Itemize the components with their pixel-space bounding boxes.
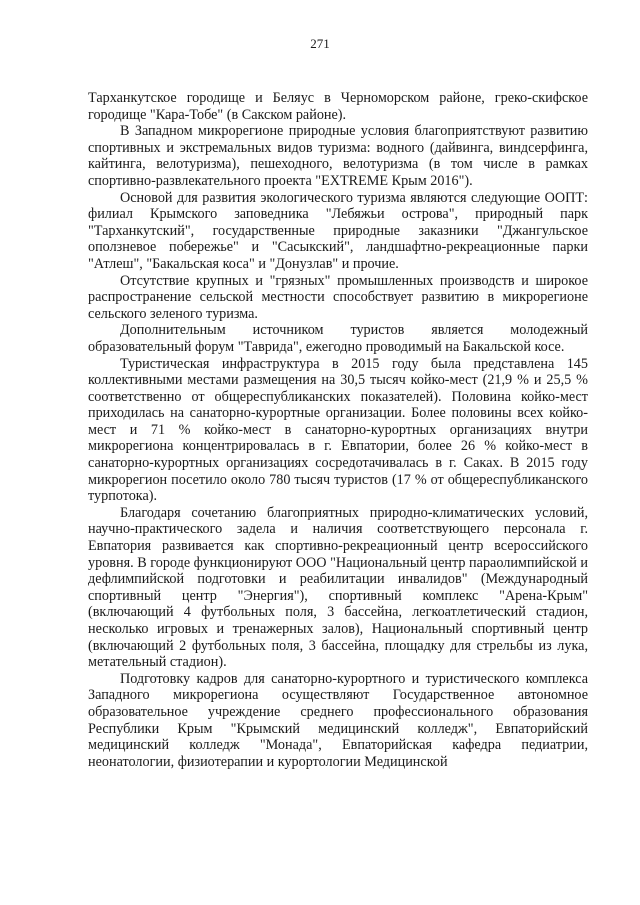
paragraph-8: Подготовку кадров для санаторно-курортного и туристического комплекса Западного микрорегиона осуществляют Государственное автономное образовательное учреждение среднего профессионального образования Республики Крым "Крымский медицинский колледж", Евпаторийский медицинский колледж "Монада", Евпаторийская кафедра педиатрии, неонатологии, физиотерапии и курортологии Медицинской bbox=[88, 670, 588, 770]
paragraph-6: Туристическая инфраструктура в 2015 году была представлена 145 коллективными местами размещения на 30,5 тысяч койко-мест (21,9 % и 25,5 % соответственно от общереспубликанских показателей). Половина койко-мест приходилась на санаторно-курортные организации. Более половины всех койко-мест и 71 % койко-мест в санаторно-курортных организациях внутри микрорегиона концентрировалась в г. Евпатории, более 26 % койко-мест в санаторно-курортных организациях сосредотачивалась в г. Саках. В 2015 году микрорегион посетило около 780 тысяч туристов (17 % от общереспубликанского турпотока). bbox=[88, 355, 588, 505]
paragraph-5: Дополнительным источником туристов является молодежный образовательный форум "Таврида", ежегодно проводимый на Бакальской косе. bbox=[88, 322, 588, 355]
page-number: 271 bbox=[310, 36, 330, 51]
paragraph-4: Отсутствие крупных и "грязных" промышленных производств и широкое распространение сельской местности способствует развитию в микрорегионе сельского зеленого туризма. bbox=[88, 272, 588, 322]
paragraph-7: Благодаря сочетанию благоприятных природно-климатических условий, научно-практического задела и наличия соответствующего персонала г. Евпатория развивается как спортивно-рекреационный центр всероссийского уровня. В городе функционируют ООО "Национальный центр параолимпийской и дефлимпийской подготовки и реабилитации инвалидов" (Международный спортивный центр "Энергия"), спортивный комплекс "Арена-Крым" (включающий 4 футбольных поля, 3 бассейна, легкоатлетический стадион, несколько игровых и тренажерных залов), Национальный спортивный центр (включающий 2 футбольных поля, 3 бассейна, площадку для стрельбы из лука, метательный стадион). bbox=[88, 504, 588, 671]
paragraph-3: Основой для развития экологического туризма являются следующие ООПТ: филиал Крымского заповедника "Лебяжьи острова", природный парк "Тарханкутский", государственные природные заказники "Джангульское оползневое побережье" и "Сасыкский", ландшафтно-рекреационные парки "Атлеш", "Бакальская коса" и "Донузлав" и прочие. bbox=[88, 189, 588, 272]
paragraph-2: В Западном микрорегионе природные условия благоприятствуют развитию спортивных и экстремальных видов туризма: водного (дайвинга, виндсерфинга, кайтинга, велотуризма), пешеходного, велотуризма (в том числе в рамках спортивно-развлекательного проекта "EXTREME Крым 2016"). bbox=[88, 123, 588, 189]
paragraph-1: Тарханкутское городище и Беляус в Черноморском районе, греко-скифское городище "Кара-Тобе" (в Сакском районе). bbox=[88, 90, 588, 123]
text-body bbox=[88, 90, 588, 770]
